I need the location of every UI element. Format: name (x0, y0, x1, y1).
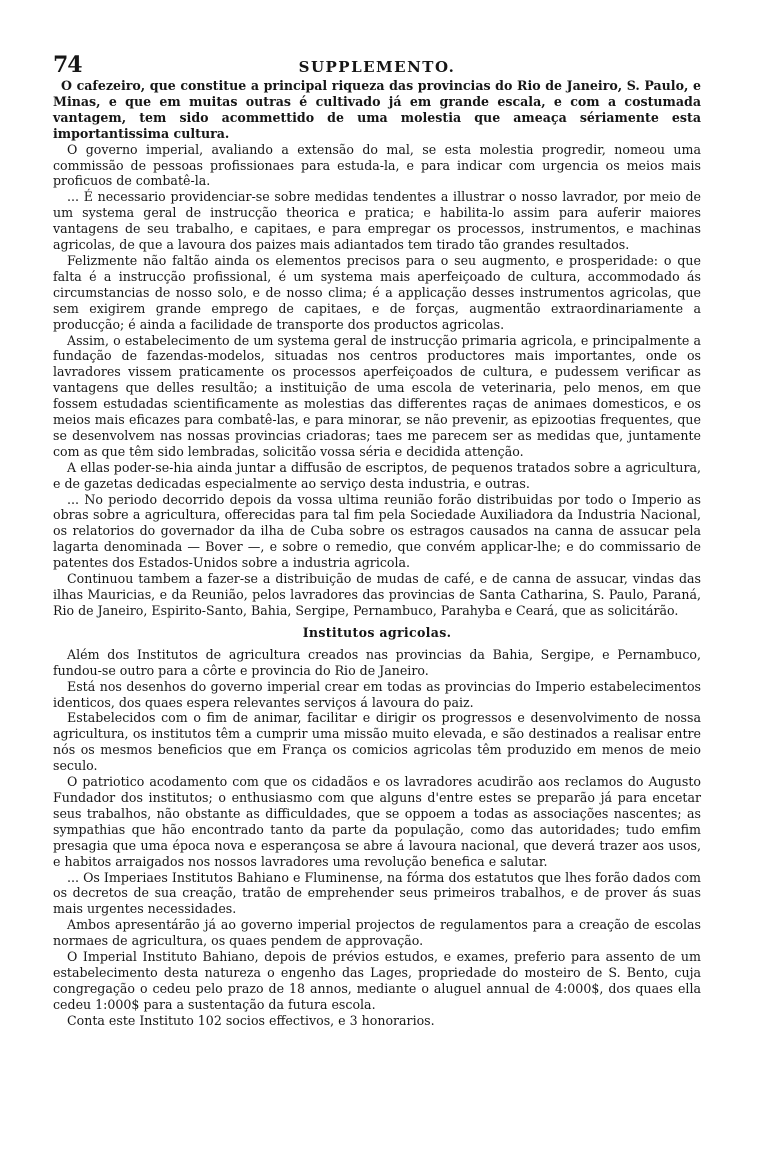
section-institutes (53, 647, 701, 1029)
running-head: SUPPLEMENTO. (298, 58, 456, 76)
paragraph: Está nos desenhos do governo imperial crear em todas as provincias do Imperio estabelecimentos identicos, dos quaes espera relevantes serviços á lavoura do paiz. (53, 678, 701, 710)
paragraph: Estabelecidos com o fim de animar, facilitar e dirigir os progressos e desenvolvimento de nossa agricultura, os institutos têm a cumprir uma missão muito elevada, e são destinados a realisar entre nós os mesmos beneficios que em França os comicios agricolas têm produzido em menos de meio seculo. (53, 710, 701, 774)
paragraph: ... Os Imperiaes Institutos Bahiano e Fluminense, na fórma dos estatutos que lhes forão dados com os decretos de sua creação, tratão de emprehender seus primeiros trabalhos, e de prover ás suas mais urgentes necessidades. (53, 869, 701, 917)
document-page (53, 52, 701, 1029)
paragraph: A ellas poder-se-hia ainda juntar a diffusão de escriptos, de pequenos tratados sobre a agricultura, e de gazetas dedicadas especialmente ao serviço desta industria, e outras. (53, 459, 701, 491)
section-agriculture (53, 78, 701, 619)
paragraph: O Imperial Instituto Bahiano, depois de prévios estudos, e exames, preferio para assento de um estabelecimento desta natureza o engenho das Lages, propriedade do mosteiro de S. Bento, cuja congregação o cedeu pelo prazo de 18 annos, mediante o aluguel annual de 4:000$, dos quaes ella cedeu 1:000$ para a sustentação da futura escola. (53, 949, 701, 1012)
paragraph: Felizmente não faltão ainda os elementos precisos para o seu augmento, e prosperidade: o que falta é a instrucção profissional, é um systema mais aperfeiçoado de cultura, accommodado ás circumstancias de nosso solo, e de nosso clima; é a applicação desses instrumentos agricolas, que sem exigirem grande emprego de capitaes, e de forças, augmentão extraordinariamente a producção; é ainda a facilidade de transporte dos productos agricolas. (53, 252, 701, 332)
paragraph: ... É necessario providenciar-se sobre medidas tendentes a illustrar o nosso lavrador, por meio de um systema geral de instrucção theorica e pratica; e habilita-lo assim para auferir maiores vantagens de seu trabalho, e capitaes, e para empregar os processos, instrumentos, e machinas agricolas, de que a lavoura dos paizes mais adiantados tem tirado tão grandes resultados. (53, 189, 701, 253)
paragraph: O governo imperial, avaliando a extensão do mal, se esta molestia progredir, nomeou uma commissão de pessoas profissionaes para estuda-la, e para indicar com urgencia os meios mais proficuos de combatê-la. (53, 141, 701, 189)
section-title: Institutos agricolas. (302, 624, 452, 640)
page-number: 74 (53, 52, 82, 78)
paragraph: ... No periodo decorrido depois da vossa ultima reunião forão distribuidas por todo o Imperio as obras sobre a agricultura, offerecidas para tal fim pela Sociedade Auxiliadora da Industria Nacional, os relatorios do governador da ilha de Cuba sobre os estragos causados na canna de assucar pela lagarta denominada — Bover —, e sobre o remedio, que convém applicar-lhe; e do commissario de patentes dos Estados-Unidos sobre a industria agricola. (53, 491, 701, 571)
paragraph: O cafezeiro, que constitue a principal riqueza das provincias do Rio de Janeiro, S. Paulo, e Minas, e que em muitas outras é cultivado já em grande escala, e com a costumada vantagem, tem sido acommettido de uma molestia que ameaça sériamente esta importantissima cultura. (53, 78, 701, 141)
paragraph: O patriotico acodamento com que os cidadãos e os lavradores acudirão aos reclamos do Augusto Fundador dos institutos; o enthusiasmo com que alguns d'entre estes se preparão já para encetar seus trabalhos, não obstante as difficuldades, que se oppoem a todas as associações nascentes; as sympathias que hão encontrado tanto da parte da população, como das autoridades; tudo emfim presagia que uma época nova e esperançosa se abre á lavoura nacional, que deverá trazer aos usos, e habitos arraigados nos nossos lavradores uma revolução benefica e salutar. (53, 774, 701, 869)
paragraph: Ambos apresentárão já ao governo imperial projectos de regulamentos para a creação de escolas normaes de agricultura, os quaes pendem de approvação. (53, 917, 701, 949)
paragraph: Continuou tambem a fazer-se a distribuição de mudas de café, e de canna de assucar, vindas das ilhas Mauricias, e da Reunião, pelos lavradores das provincias de Santa Catharina, S. Paulo, Paraná, Rio de Janeiro, Espirito-Santo, Bahia, Sergipe, Pernambuco, Parahyba e Ceará, que as solicitárão. (53, 571, 701, 618)
paragraph: Conta este Instituto 102 socios effectivos, e 3 honorarios. (67, 1012, 435, 1028)
paragraph: Além dos Institutos de agricultura creados nas provincias da Bahia, Sergipe, e Pernambuco, fundou-se outro para a côrte e provincia do Rio de Janeiro. (53, 646, 701, 678)
paragraph: Assim, o estabelecimento de um systema geral de instrucção primaria agricola, e principalmente a fundação de fazendas-modelos, situadas nos centros productores mais importantes, onde os lavradores vissem praticamente os processos aperfeiçoados de cultura, e pudessem verificar as vantagens que delles resultão; a instituição de uma escola de veterinaria, pelo menos, em que fossem estudadas scientificamente as molestias das differentes raças de animaes domesticos, e os meios mais eficazes para combatê-las, e para minorar, se não prevenir, as epizootias frequentes, que se desenvolvem nas nossas provincias criadoras; taes me parecem ser as medidas que, juntamente com as que têm sido lembradas, solicitão vossa séria e decidida attenção. (53, 332, 701, 459)
page-header (53, 52, 701, 78)
